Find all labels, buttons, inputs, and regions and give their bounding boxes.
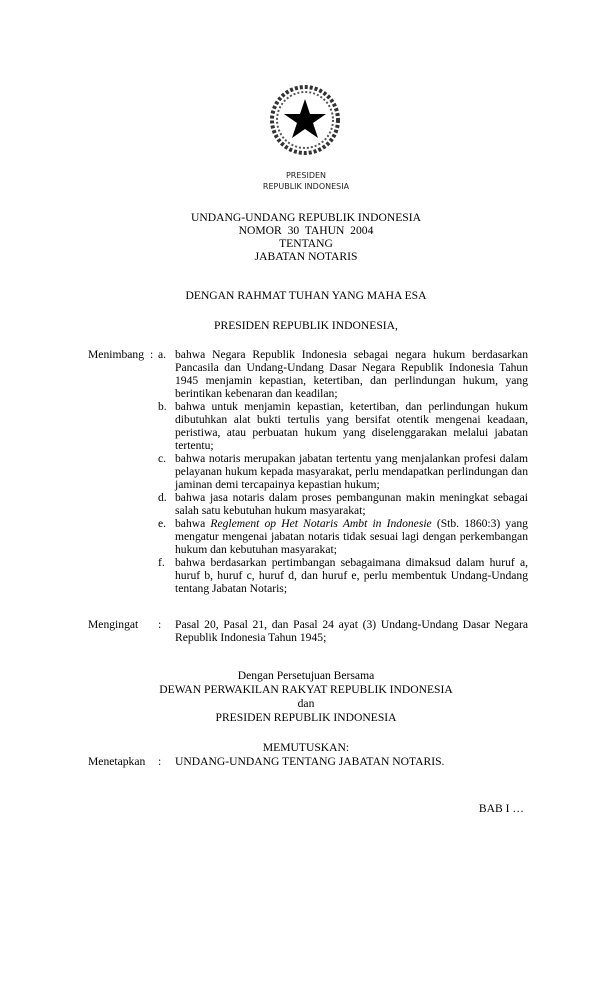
preamble: DENGAN RAHMAT TUHAN YANG MAHA ESA (185, 289, 427, 302)
menimbang-colon: : (150, 348, 154, 361)
menetapkan-colon: : (158, 755, 162, 768)
list-item (158, 517, 528, 556)
emblem-icon (269, 84, 341, 156)
item-text-pre: bahwa (175, 517, 211, 530)
persetujuan-line4: PRESIDEN REPUBLIK INDONESIA (215, 711, 397, 724)
item-key: b. (158, 400, 167, 413)
item-text: bahwa Negara Republik Indonesia sebagai negara hukum berdasarkan Pancasila dan Undang-Undang Dasar Negara Republik Indonesia Tahun 1945 menjamin kepastian, ketertiban, dan perlindungan hukum, yang berintikan kebenaran dan keadilan; (175, 348, 528, 400)
list-item (158, 452, 528, 491)
memutuskan: MEMUTUSKAN: (262, 741, 350, 754)
item-key: e. (158, 517, 167, 530)
president-heading: PRESIDEN REPUBLIK INDONESIA, (214, 319, 398, 332)
list-item (158, 491, 528, 517)
header-line2: REPUBLIK INDONESIA (262, 182, 350, 191)
item-text: bahwa untuk menjamin kepastian, ketertiban, dan perlindungan hukum dibutuhkan alat bukti tertulis yang bersifat otentik mengenai keadaan, peristiwa, atau perbuatan hukum yang diselenggarakan melalui jabatan tertentu; (175, 400, 528, 452)
document-body (0, 348, 612, 815)
item-key: d. (158, 491, 167, 504)
list-item (158, 556, 528, 595)
persetujuan-block (0, 669, 612, 724)
mengingat-section (0, 618, 612, 644)
item-key: a. (158, 348, 167, 361)
header-line1: PRESIDEN (285, 171, 327, 180)
item-text-post: (Stb. 1860:3) yang mengatur mengenai jabatan notaris tidak sesuai lagi dengan perkembangan hukum dan kebutuhan masyarakat; (175, 517, 528, 556)
persetujuan-line2: DEWAN PERWAKILAN RAKYAT REPUBLIK INDONESIA (159, 683, 453, 696)
item-key: f. (158, 556, 165, 569)
page-continuation: BAB I … (478, 802, 524, 815)
item-text (175, 517, 528, 556)
list-item (158, 348, 528, 400)
title-line4: JABATAN NOTARIS (254, 250, 358, 263)
item-text: bahwa berdasarkan pertimbangan sebagaimana dimaksud dalam huruf a, huruf b, huruf c, huruf d, dan huruf e, perlu membentuk Undang-Undang tentang Jabatan Notaris; (175, 556, 528, 595)
title-line2: NOMOR 30 TAHUN 2004 (238, 224, 374, 237)
persetujuan-line1: Dengan Persetujuan Bersama (237, 669, 375, 682)
title-line3: TENTANG (279, 237, 333, 250)
mengingat-colon: : (158, 618, 162, 631)
item-text: bahwa jasa notaris dalam proses pembangunan makin meningkat sebagai salah satu kebutuhan hukum masyarakat; (175, 491, 528, 517)
menimbang-list (158, 348, 528, 595)
list-item (158, 400, 528, 452)
mengingat-text: Pasal 20, Pasal 21, dan Pasal 24 ayat (3) Undang-Undang Dasar Negara Republik Indonesia Tahun 1945; (175, 618, 528, 644)
menimbang-label: Menimbang (88, 348, 145, 361)
mengingat-label: Mengingat (88, 618, 139, 631)
menetapkan-text: UNDANG-UNDANG TENTANG JABATAN NOTARIS. (175, 755, 445, 768)
item-key: c. (158, 452, 167, 465)
menimbang-section (0, 348, 612, 595)
menetapkan-section (0, 755, 612, 768)
menetapkan-label: Menetapkan (88, 755, 146, 768)
persetujuan-line3: dan (297, 697, 315, 710)
title-line1: UNDANG-UNDANG REPUBLIK INDONESIA (191, 211, 421, 224)
item-text: bahwa notaris merupakan jabatan tertentu yang menjalankan profesi dalam pelayanan hukum kepada masyarakat, perlu mendapatkan perlindungan dan jaminan demi tercapainya kepastian hukum; (175, 452, 528, 491)
item-text-italic: Reglement op Het Notaris Ambt in Indonesie (210, 517, 432, 530)
